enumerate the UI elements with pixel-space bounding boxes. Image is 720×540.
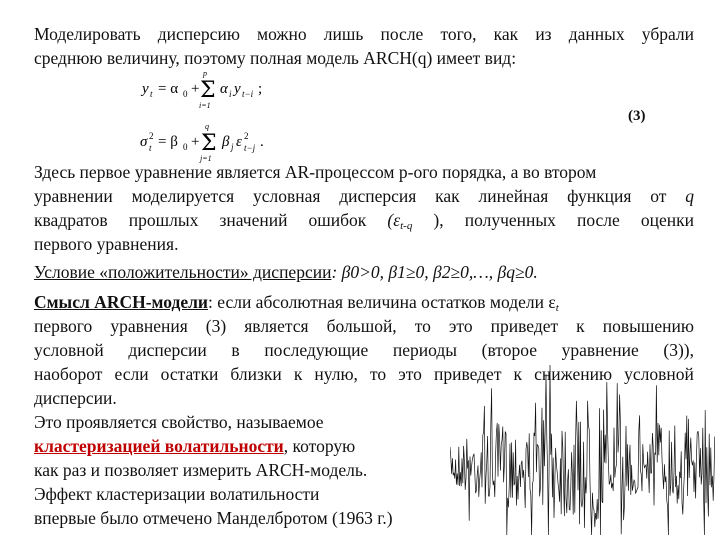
svg-text:0: 0 xyxy=(183,89,188,99)
word: приведет xyxy=(490,316,559,336)
clustering-line3: как раз и позволяет измерить ARCH-модель. xyxy=(34,460,368,480)
word: (3) xyxy=(205,316,227,336)
word: если xyxy=(114,364,149,384)
word: нулю, xyxy=(314,364,358,384)
svg-text:Σ: Σ xyxy=(201,131,217,156)
svg-text:+: + xyxy=(191,81,200,97)
word: ошибок xyxy=(308,210,367,230)
svg-text:t−j: t−j xyxy=(244,143,256,153)
word: лишь xyxy=(323,24,364,44)
svg-text:= α: = α xyxy=(158,81,179,97)
word: как xyxy=(435,186,460,206)
svg-text:t: t xyxy=(149,143,152,153)
svg-text:2: 2 xyxy=(244,131,249,141)
word: можно xyxy=(257,24,307,44)
condition-label: Условие «положительности» дисперсии xyxy=(34,262,332,282)
word: условной xyxy=(624,364,694,384)
meaning-line1-sub: t xyxy=(555,302,559,314)
svg-text:σ: σ xyxy=(140,134,148,150)
word: q xyxy=(685,186,694,206)
meaning-line5: дисперсии. xyxy=(34,388,117,408)
svg-text:2: 2 xyxy=(149,131,154,141)
word: функция xyxy=(567,186,632,206)
word: дисперсию xyxy=(157,24,240,44)
meaning-line3 xyxy=(34,338,694,362)
word: дисперсии xyxy=(128,340,207,360)
epsilon-subscript: t-q xyxy=(400,220,413,232)
svg-text:α: α xyxy=(220,81,228,97)
word: первого xyxy=(34,316,93,336)
clustering-line4: Эффект кластеризации волатильности xyxy=(34,484,320,504)
word: большой, xyxy=(326,316,397,336)
volatility-series-line xyxy=(450,365,715,535)
word: близки xyxy=(230,364,282,384)
word: после xyxy=(380,24,424,44)
word: данных xyxy=(568,24,625,44)
svg-text:ε: ε xyxy=(236,134,242,150)
word: это xyxy=(448,316,473,336)
svg-text:j=1: j=1 xyxy=(200,154,212,163)
word: условной xyxy=(34,340,104,360)
equation-number: (3) xyxy=(628,108,646,124)
word: моделируется xyxy=(131,186,235,206)
word: линейная xyxy=(478,186,549,206)
p1-line1 xyxy=(34,22,694,46)
word: наоборот xyxy=(34,364,103,384)
word: периоды xyxy=(392,340,458,360)
clustering-line2-rest: , которую xyxy=(283,436,356,456)
svg-text:= β: = β xyxy=(158,134,178,150)
svg-text:.: . xyxy=(260,134,264,150)
word: того, xyxy=(440,24,477,44)
p1-line2: среднюю величину, поэтому полная модель ARCH(q) имеет вид: xyxy=(34,48,517,68)
svg-text:t−i: t−i xyxy=(242,89,254,99)
word: оценки xyxy=(640,210,694,230)
word: ($\varepsilon_{t-q}$ xyxy=(387,210,413,232)
svg-text:y: y xyxy=(234,81,241,97)
meaning-line2 xyxy=(34,314,694,338)
svg-text:i=1: i=1 xyxy=(199,101,211,110)
svg-text:i: i xyxy=(229,89,232,99)
p2-line3 xyxy=(34,208,694,232)
word: приведет xyxy=(433,364,502,384)
word: это xyxy=(398,364,422,384)
word: снижению xyxy=(534,364,613,384)
meaning-line1-text: : если абсолютная величина остатков модели ε xyxy=(208,292,556,312)
word: значений xyxy=(219,210,288,230)
equation-variance xyxy=(136,118,316,166)
word: к xyxy=(576,316,585,336)
word: Моделировать xyxy=(34,24,141,44)
clustering-line1: Это проявляется свойство, называемое xyxy=(34,412,324,432)
p2-line4: первого уравнения. xyxy=(34,234,179,254)
svg-text:t: t xyxy=(150,89,153,99)
word: квадратов xyxy=(34,210,108,230)
word: (второе xyxy=(481,340,537,360)
word: в xyxy=(231,340,240,360)
word: из xyxy=(535,24,552,44)
word: полученных xyxy=(464,210,556,230)
volatility-clustering-term: кластеризацией волатильности xyxy=(34,436,284,456)
svg-text:p: p xyxy=(203,69,207,78)
svg-text:j: j xyxy=(231,142,234,152)
word: последующие xyxy=(264,340,369,360)
p2-line2 xyxy=(34,184,694,208)
meaning-label: Смысл ARCH-модели xyxy=(34,292,208,312)
svg-text:β: β xyxy=(222,134,230,150)
word: то xyxy=(369,364,387,384)
svg-text:y: y xyxy=(142,81,149,97)
word: ), xyxy=(433,210,444,230)
word: уравнении xyxy=(34,186,113,206)
word: убрали xyxy=(641,24,694,44)
word: как xyxy=(493,24,519,44)
equation-mean xyxy=(140,64,320,112)
volatility-clustering-illustration xyxy=(450,360,715,540)
clustering-line5: впервые было отмечено Манделбротом (1963 г.) xyxy=(34,508,393,528)
svg-text:;: ; xyxy=(258,81,263,97)
word: (3)), xyxy=(663,340,694,360)
svg-text:q: q xyxy=(205,122,209,131)
word: условная xyxy=(252,186,321,206)
word: уравнение xyxy=(561,340,639,360)
p2-line1: Здесь первое уравнение является AR-процессом p-ого порядка, а во втором xyxy=(34,162,597,182)
meaning-line1 xyxy=(34,290,694,314)
word: уравнения xyxy=(110,316,188,336)
positivity-condition xyxy=(34,260,694,284)
svg-text:Σ: Σ xyxy=(200,78,216,103)
word: остатки xyxy=(160,364,219,384)
word: к xyxy=(293,364,303,384)
svg-text:0: 0 xyxy=(183,142,188,152)
word: дисперсия xyxy=(339,186,417,206)
word: то xyxy=(414,316,431,336)
word: повышению xyxy=(602,316,694,336)
word: к xyxy=(513,364,523,384)
word: прошлых xyxy=(128,210,199,230)
word: является xyxy=(244,316,309,336)
condition-text: : β0>0, β1≥0, β2≥0,…, βq≥0. xyxy=(331,262,538,282)
word: от xyxy=(650,186,667,206)
svg-text:+: + xyxy=(191,134,200,150)
word: после xyxy=(576,210,620,230)
